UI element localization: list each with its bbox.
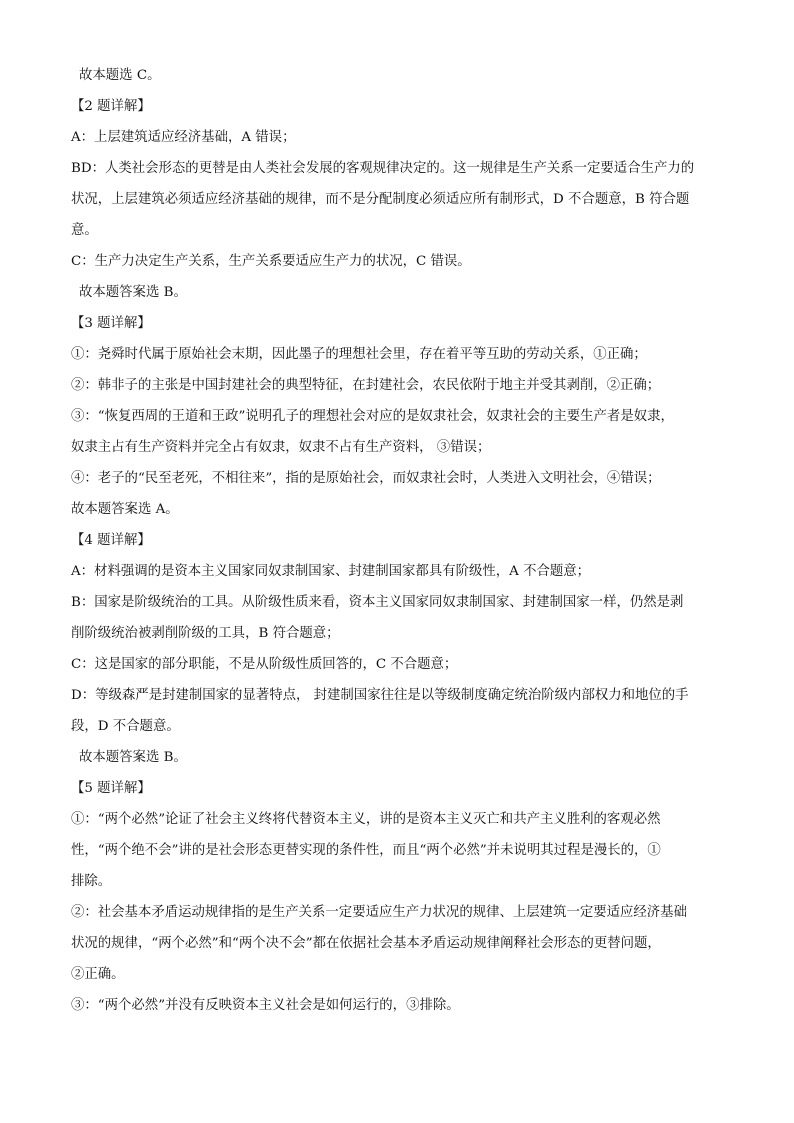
section-heading-q3: 【3 题详解】: [71, 316, 151, 331]
text-line: ④：老子的“民至老死，不相往来”，指的是原始社会，而奴隶社会时，人类进入文明社会，④错误；: [71, 471, 661, 486]
text-line: 段，D 不合题意。: [71, 719, 180, 734]
text-line: BD：人类社会形态的更替是由人类社会发展的客观规律决定的。这一规律是生产关系一定要适合生产力的: [71, 161, 695, 176]
section-heading-q2: 【2 题详解】: [71, 99, 151, 114]
text-line: D：等级森严是封建制国家的显著特点， 封建制国家往往是以等级制度确定统治阶级内部权力和地位的手: [71, 688, 689, 703]
conclusion-line: 故本题答案选 B。: [79, 285, 187, 300]
text-line: ①：“两个必然”论证了社会主义终将代替资本主义，讲的是资本主义灭亡和共产主义胜利的客观必然: [71, 812, 661, 827]
conclusion-line: 故本题答案选 A。: [71, 502, 179, 517]
text-line: C：生产力决定生产关系，生产关系要适应生产力的状况，C 错误。: [71, 254, 471, 269]
text-line: 状况的规律，“两个必然”和“两个决不会”都在依据社会基本矛盾运动规律阐释社会形态的更替问题，: [71, 936, 661, 951]
text-line: B：国家是阶级统治的工具。从阶级性质来看，资本主义国家同奴隶制国家、封建制国家一样，仍然是剥: [71, 595, 684, 610]
section-heading-q4: 【4 题详解】: [71, 533, 151, 548]
text-line: C：这是国家的部分职能，不是从阶级性质回答的，C 不合题意；: [71, 657, 458, 672]
text-line: ③：“两个必然”并没有反映资本主义社会是如何运行的，③排除。: [71, 998, 460, 1013]
text-line: A：上层建筑适应经济基础，A 错误；: [71, 130, 296, 145]
text-line: ②正确。: [71, 967, 125, 982]
conclusion-line: 故本题选 C。: [79, 68, 161, 83]
answer-explanation-text: [71, 60, 731, 1021]
text-line: 削阶级统治被剥削阶级的工具，B 符合题意；: [71, 626, 340, 641]
text-line: 奴隶主占有生产资料并完全占有奴隶，奴隶不占有生产资料， ③错误；: [71, 440, 491, 455]
text-line: 状况，上层建筑必须适应经济基础的规律，而不是分配制度必须适应所有制形式，D 不合题意，B 符合题: [71, 192, 690, 207]
conclusion-line: 故本题答案选 B。: [79, 750, 187, 765]
section-heading-q5: 【5 题详解】: [71, 781, 151, 796]
text-line: ③：“恢复西周的王道和王政”说明孔子的理想社会对应的是奴隶社会，奴隶社会的主要生产者是奴隶，: [71, 409, 674, 424]
text-line: A：材料强调的是资本主义国家同奴隶制国家、封建制国家都具有阶级性，A 不合题意；: [71, 564, 591, 579]
text-line: 排除。: [71, 874, 112, 889]
text-line: ②：社会基本矛盾运动规律指的是生产关系一定要适应生产力状况的规律、上层建筑一定要适应经济基础: [71, 905, 687, 920]
text-line: 性，“两个绝不会”讲的是社会形态更替实现的条件性，而且“两个必然”并未说明其过程是漫长的，①: [71, 843, 661, 858]
text-line: ②：韩非子的主张是中国封建社会的典型特征，在封建社会，农民依附于地主并受其剥削，②正确；: [71, 378, 661, 393]
text-line: ①：尧舜时代属于原始社会末期，因此墨子的理想社会里，存在着平等互助的劳动关系，①正确；: [71, 347, 647, 362]
text-line: 意。: [71, 223, 98, 238]
